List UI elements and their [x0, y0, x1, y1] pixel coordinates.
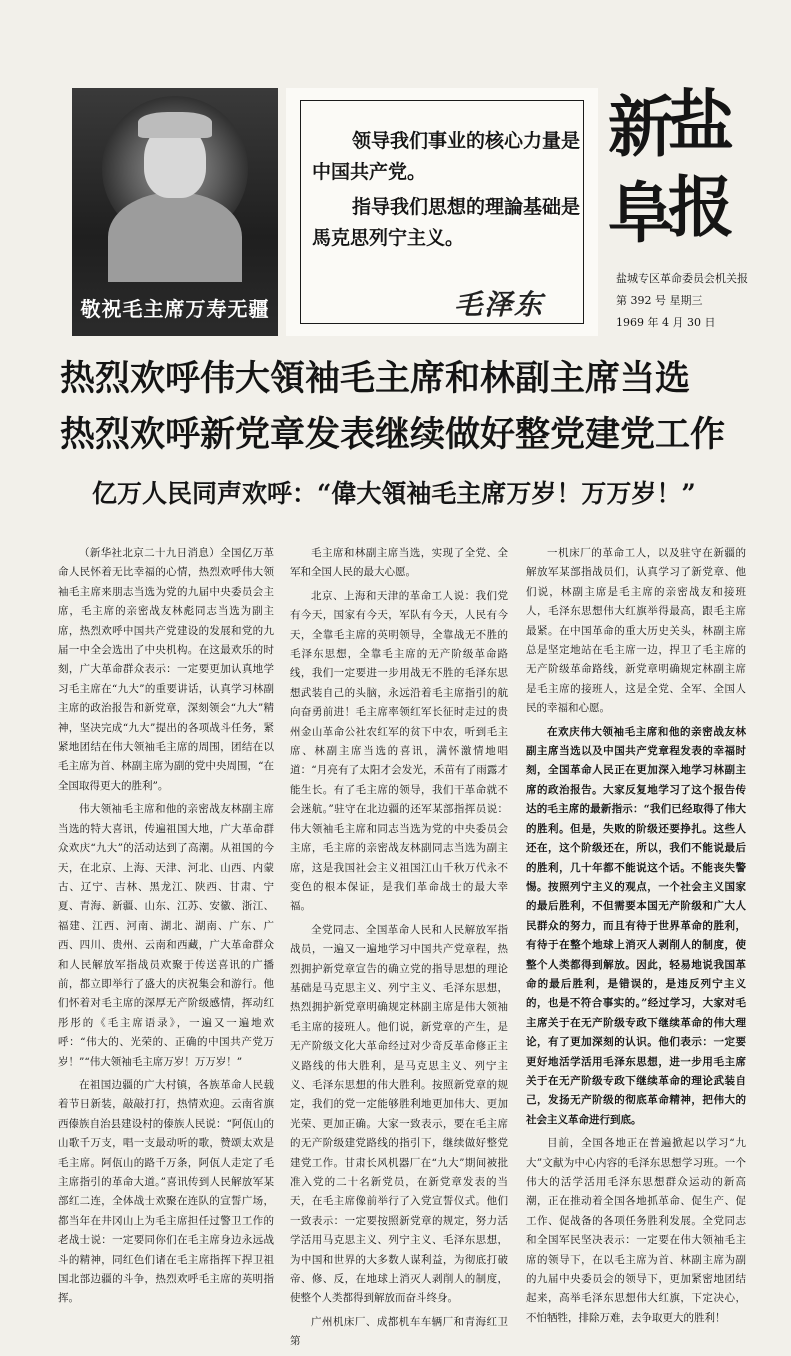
- headline-1: 热烈欢呼伟大領袖毛主席和林副主席当选: [60, 358, 691, 399]
- article-column-1: [58, 544, 274, 1313]
- column-3-paragraph-3: 目前，全国各地正在普遍掀起以学习“九大”文献为中心内容的毛泽东思想学习班。一个伟大的活学活用毛泽东思想群众运动的新高潮，正在推动着全国各地抓革命、促生产、促工作、促战备的各项任务胜利发展。全党同志和全国军民坚决表示：一定要在伟大领袖毛主席的领导下，在以毛主席为首、林副主席为副的九届中央委员会的领导下，更加紧密地团结起来，高举毛泽东思想伟大红旗，下定决心，不怕牺牲，排除万难，去争取更大的胜利！: [526, 1137, 746, 1324]
- column-3-paragraph-2: 在欢庆伟大领袖毛主席和他的亲密战友林副主席当选以及中国共产党章程发表的幸福时刻，全国革命人民正在更加深入地学习林副主席的政治报告。大家反复地学习了这个报告传达的毛主席的最新指示：“我们已经取得了伟大的胜利。但是，失败的阶级还要挣扎。这些人还在，这个阶级还在，所以，我们不能说最后的胜利，几十年都不能说这个话。不能丧失警惕。按照列宁主义的观点，一个社会主义国家的最后胜利，不但需要本国无产阶级和广大人民群众的努力，而且有待于世界革命的胜利，有待于在整个地球上消灭人剥削人的制度，使整个人类都得到解放。因此，轻易地说我国革命的最后胜利，是错误的，是违反列宁主义的，也是不符合事实的。”经过学习，大家对毛主席关于在无产阶级专政下继续革命的伟大理论，有了更加深刻的认识。他们表示：一定要更好地活学活用毛泽东思想，进一步用毛主席关于在无产阶级专政下继续革命的理论武装自己，发扬无产阶级的彻底革命精神，把伟大的社会主义革命进行到底。: [526, 725, 746, 1126]
- issue-weekday: 星期三: [669, 294, 703, 307]
- photo-caption: 敬祝毛主席万寿无疆: [80, 296, 270, 321]
- title-char-4: 报: [668, 168, 734, 246]
- column-2-paragraph-2: 北京、上海和天津的革命工人说：我们党有今天，国家有今天，军队有今天，人民有今天，全靠毛主席的英明领导，全靠战无不胜的毛泽东思想，全靠毛主席的无产阶级革命路线，我们一定要进一步用战无不胜的毛泽东思想武装自己的头脑，永远沿着毛主席指引的航向奋勇前进！毛主席率领红军长征时走过的贵州金山革命公社农红军的贫下中农，听到毛主席、林副主席当选的喜讯，满怀激情地唱道：“月亮有了太阳才会发光，禾苗有了雨露才能生长。有了毛主席的领导，我们干革命就不会迷航。”驻守在北边疆的还军某部指挥员说：伟大领袖毛主席和同志当选为党的中央委员会主席，毛主席的亲密战友林副同志当选为副主席，这是我国社会主义祖国江山千秋万代永不变色的根本保证，是我们革命战士的最大幸福。: [290, 589, 508, 913]
- title-char-3: 阜: [608, 174, 674, 252]
- column-3-paragraph-1: 一机床厂的革命工人，以及驻守在新疆的解放军某部指战员们，认真学习了新党章、他们说，林副主席是毛主席的亲密战友和接班人，毛泽东思想伟大红旗举得最高，跟毛主席最紧。在中国革命的重大历史关头，林副主席总是坚定地站在毛主席一边，捍卫了毛主席的无产阶级革命路线，新党章明确规定林副主席是毛主席的接班人，这是全党、全军、全国人民的幸福和心愿。: [526, 547, 746, 715]
- article-column-3: [526, 544, 746, 1332]
- issue-number: 第 392 号: [616, 294, 666, 307]
- newspaper-title: [606, 82, 734, 264]
- column-2-paragraph-3: 全党同志、全国革命人民和人民解放军指战员，一遍又一遍地学习中国共产党章程，热烈拥护新党章宣告的确立党的指导思想的理论基础是马克思主义、列宁主义、毛泽东思想，热烈拥护新党章明确规定林副主席是伟大领袖毛主席的接班人。他们说，新党章的产生，是无产阶级文化大革命经过对少奇反革命修正主义路线的伟大胜利，是马克思主义、列宁主义、毛泽东思想的伟大胜利。按照新党章的规定，我们的党一定能够胜利地更加伟大、更加光荣、更加正确。大家一致表示，要在毛主席的无产阶级建党路线的指引下，继续做好整党建党工作。甘肃长风机器厂在“九大”期间被批准入党的二十名新党员，在新党章发表的当天，在毛主席像前举行了入党宣誓仪式。他们一致表示：一定要按照新党章的规定，努力活学活用马克思主义、列宁主义、毛泽东思想，为中国和世界的大多数人谋利益，为彻底打破帝、修、反，在地球上消灭人剥削人的制度，使整个人类都得到解放而奋斗终身。: [290, 923, 508, 1305]
- quotation-line-2: 指导我们思想的理論基础是馬克思列宁主义。: [312, 196, 581, 249]
- quotation-line-1: 领导我们事业的核心力量是中国共产党。: [312, 130, 581, 183]
- issue-info: [616, 268, 766, 334]
- column-2-paragraph-4: 广州机床厂、成都机车车辆厂和青海红卫第: [290, 1315, 508, 1348]
- quotation-box: [286, 88, 598, 336]
- article-column-2: [290, 544, 508, 1356]
- column-1-paragraph-1: （新华社北京二十九日消息）全国亿万革命人民怀着无比幸福的心情，热烈欢呼伟大领袖毛主席来朋志当选为党的九届中央委员会主席，毛主席的亲密战友林彪同志当选为副主席，热烈欢呼中国共产党建设的发展和党的九届一中全会选出了中央机构。在这最欢乐的时刻，广大革命群众表示：一定要更加认真地学习毛主席在“九大”的重要讲话，认真学习林副主席的政治报告和新党章，深刻领会“九大”精神，坚决完成“九大”提出的各项战斗任务，紧紧地团结在伟大领袖毛主席的周围，团结在以毛主席为首、林副主席为副的党中央周围，“在全国取得更大的胜利”。: [58, 547, 274, 792]
- title-char-2: 盐: [668, 82, 734, 160]
- quotation-signature: 毛泽东: [454, 288, 545, 321]
- column-1-paragraph-3: 在祖国边疆的广大村镇，各族革命人民载着节日新装，敲敲打打，热情欢迎。云南省旗西傣族自治县建设村的傣族人民说：“阿佤山的山歌千万支，唱一支最动听的歌，赞颂太欢是毛主席。阿佤山的路千万条，阿佤人走定了毛主席指引的革命大道。”喜讯传到人民解放军某部红二连，全体战士欢聚在连队的宣誓广场，都当年在井冈山上为毛主席担任过警卫工作的老战士说：一定要同你们在毛主席身边永远战斗的精神，同红色们诸在毛主席指挥下捍卫祖国北部边疆的斗争，热烈欢呼毛主席的英明指挥。: [58, 1078, 274, 1305]
- portrait-photo: [72, 88, 278, 336]
- portrait-cap: [138, 112, 212, 138]
- subheadline: 亿万人民同声欢呼：“偉大領袖毛主席万岁！万万岁！”: [92, 479, 696, 508]
- headline-2: 热烈欢呼新党章发表继续做好整党建党工作: [60, 414, 726, 455]
- issue-date: 1969 年 4 月 30 日: [616, 316, 716, 329]
- publisher: 盐城专区革命委员会机关报: [616, 272, 748, 285]
- column-2-paragraph-1: 毛主席和林副主席当选，实现了全党、全军和全国人民的最大心愿。: [290, 547, 508, 579]
- portrait-body: [108, 192, 242, 282]
- column-1-paragraph-2: 伟大领袖毛主席和他的亲密战友林副主席当选的特大喜讯，传遍祖国大地，广大革命群众欢庆“九大”的活动达到了高潮。从祖国的今天，在北京、上海、天津、河北、山西、内蒙古、辽宁、吉林、黑龙江、陕西、甘肃、宁夏、青海、新疆、山东、江苏、安徽、浙江、福建、江西、河南、湖北、湖南、广东、广西、四川、贵州、云南和西藏，广大革命群众和人民解放军指战员欢聚于传送喜讯的广播前，都立即举行了盛大的庆祝集会和游行。他们怀着对毛主席的深厚无产阶级感情，挥动红彤彤的《毛主席语录》，一遍又一遍地欢呼：“伟大的、光荣的、正确的中国共产党万岁！”“伟大领袖毛主席万岁！万万岁！”: [58, 803, 274, 1068]
- issue-line: [616, 290, 766, 312]
- title-char-1: 新: [608, 88, 674, 166]
